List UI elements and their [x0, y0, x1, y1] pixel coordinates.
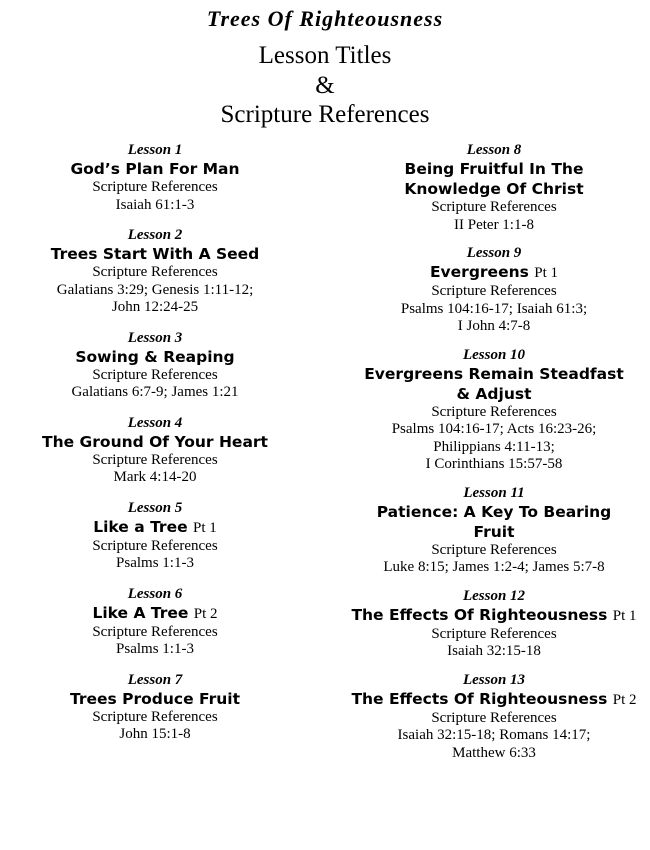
- scripture-references-label: Scripture References: [431, 541, 557, 558]
- lesson-number: Lesson 9: [466, 245, 522, 261]
- lesson-title-text: Like a Tree: [93, 517, 188, 536]
- scripture-reference: II Peter 1:1-8: [454, 216, 534, 233]
- lesson-part-label: Pt 1: [612, 607, 637, 624]
- scripture-reference: Psalms 104:16-17; Isaiah 61:3;: [400, 300, 588, 317]
- lesson-part-label: Pt 2: [193, 605, 218, 622]
- scripture-references-label: Scripture References: [431, 403, 557, 420]
- scripture-reference: Isaiah 61:1-3: [115, 196, 195, 213]
- scripture-references-label: Scripture References: [431, 709, 557, 726]
- scripture-reference: Philippians 4:11-13;: [433, 438, 555, 455]
- page-title-line-1: Lesson Titles: [258, 42, 392, 69]
- scripture-references-label: Scripture References: [431, 199, 557, 215]
- scripture-references-label: Scripture References: [92, 537, 218, 554]
- lesson-number: Lesson 13: [462, 671, 526, 688]
- lesson-title-text: Being Fruitful In The: [404, 160, 584, 178]
- lesson-part-label: Pt 1: [534, 265, 559, 281]
- scripture-references-label: Scripture References: [92, 264, 218, 280]
- lesson-part-label: Pt 1: [193, 519, 217, 536]
- scripture-reference: Mark 4:14-20: [113, 469, 197, 485]
- scripture-reference: John 15:1-8: [119, 726, 191, 742]
- lesson-title-text: Like A Tree: [92, 603, 189, 622]
- page-title-line-3: Scripture References: [220, 101, 430, 128]
- scripture-references-label: Scripture References: [92, 708, 218, 725]
- lesson-title: [8, 159, 302, 179]
- lesson-title-text: Fruit: [473, 522, 515, 541]
- lesson-title: [8, 603, 302, 624]
- scripture-reference: John 12:24-25: [111, 299, 199, 315]
- scripture-references-label: Scripture References: [92, 623, 218, 640]
- scripture-reference: Luke 8:15; James 1:2-4; James 5:7-8: [383, 559, 605, 575]
- lesson-title: [343, 159, 645, 179]
- lesson-block: [8, 226, 302, 317]
- lesson-title-text: God’s Plan For Man: [70, 160, 240, 178]
- lesson-number: Lesson 11: [463, 484, 525, 501]
- lesson-block: [343, 484, 645, 577]
- lesson-number: Lesson 8: [466, 142, 522, 158]
- lesson-title: [343, 522, 645, 542]
- scripture-reference: I Corinthians 15:57-58: [425, 456, 563, 472]
- lesson-number: Lesson 10: [462, 346, 526, 363]
- lesson-block: [8, 499, 302, 573]
- lesson-title-text: The Effects Of Righteousness: [351, 605, 608, 624]
- lesson-block: [343, 244, 645, 336]
- lesson-block: [8, 141, 302, 214]
- lesson-title-text: & Adjust: [456, 384, 532, 403]
- scripture-reference: Psalms 1:1-3: [116, 641, 194, 657]
- lesson-title: [343, 262, 645, 283]
- scripture-references-label: Scripture References: [92, 366, 218, 383]
- lesson-number: Lesson 5: [127, 499, 183, 516]
- scripture-reference: Galatians 3:29; Genesis 1:11-12;: [56, 281, 254, 298]
- lesson-number: Lesson 7: [127, 671, 183, 688]
- lesson-title: [343, 502, 645, 522]
- lesson-block: [8, 671, 302, 744]
- right-lesson-column: [343, 141, 645, 772]
- lesson-block: [343, 671, 645, 763]
- scripture-reference: Psalms 104:16-17; Acts 16:23-26;: [391, 421, 597, 437]
- lesson-number: Lesson 3: [127, 329, 183, 346]
- lesson-title-text: The Ground Of Your Heart: [42, 432, 268, 451]
- scripture-reference: Galatians 6:7-9; James 1:21: [71, 384, 239, 400]
- lesson-block: [343, 587, 645, 661]
- lesson-number: Lesson 2: [127, 227, 183, 243]
- lesson-title: [343, 384, 645, 404]
- lesson-title: [8, 689, 302, 709]
- lesson-block: [343, 346, 645, 474]
- lesson-number: Lesson 6: [127, 585, 183, 602]
- scripture-reference: Isaiah 32:15-18: [447, 643, 541, 659]
- lesson-title: [8, 347, 302, 367]
- lesson-title: [343, 364, 645, 384]
- lesson-title: [8, 432, 302, 452]
- lesson-title-text: Knowledge Of Christ: [404, 180, 584, 198]
- lesson-title-text: Trees Produce Fruit: [69, 689, 241, 708]
- scripture-references-label: Scripture References: [92, 451, 218, 468]
- scripture-reference: Matthew 6:33: [452, 744, 536, 761]
- series-title: Trees Of Righteousness: [206, 6, 444, 31]
- lesson-title: [343, 179, 645, 199]
- lesson-number: Lesson 12: [462, 587, 526, 604]
- lesson-block: [343, 141, 645, 234]
- lesson-block: [8, 414, 302, 487]
- lesson-block: [8, 585, 302, 659]
- scripture-reference: I John 4:7-8: [457, 318, 531, 334]
- page-title-ampersand: &: [315, 72, 335, 99]
- lesson-number: Lesson 1: [127, 142, 183, 158]
- lesson-title: [343, 605, 645, 626]
- lesson-title: [343, 689, 645, 710]
- scripture-references-label: Scripture References: [431, 283, 557, 299]
- scripture-references-label: Scripture References: [92, 179, 218, 195]
- lesson-block: [8, 329, 302, 402]
- lesson-number: Lesson 4: [127, 414, 183, 431]
- lesson-title-text: The Effects Of Righteousness: [351, 689, 608, 708]
- scripture-references-label: Scripture References: [431, 625, 557, 642]
- left-lesson-column: [8, 141, 302, 756]
- scripture-reference: Isaiah 32:15-18; Romans 14:17;: [397, 727, 591, 743]
- lesson-title: [8, 244, 302, 264]
- lesson-title-text: Evergreens Remain Steadfast: [364, 364, 624, 383]
- lesson-title-text: Evergreens: [429, 263, 529, 281]
- lesson-part-label: Pt 2: [612, 691, 637, 708]
- scripture-reference: Psalms 1:1-3: [116, 555, 194, 571]
- lesson-title: [8, 517, 302, 538]
- lesson-title-text: Patience: A Key To Bearing: [376, 502, 612, 521]
- lesson-title-text: Sowing & Reaping: [75, 347, 235, 366]
- lesson-title-text: Trees Start With A Seed: [50, 245, 260, 263]
